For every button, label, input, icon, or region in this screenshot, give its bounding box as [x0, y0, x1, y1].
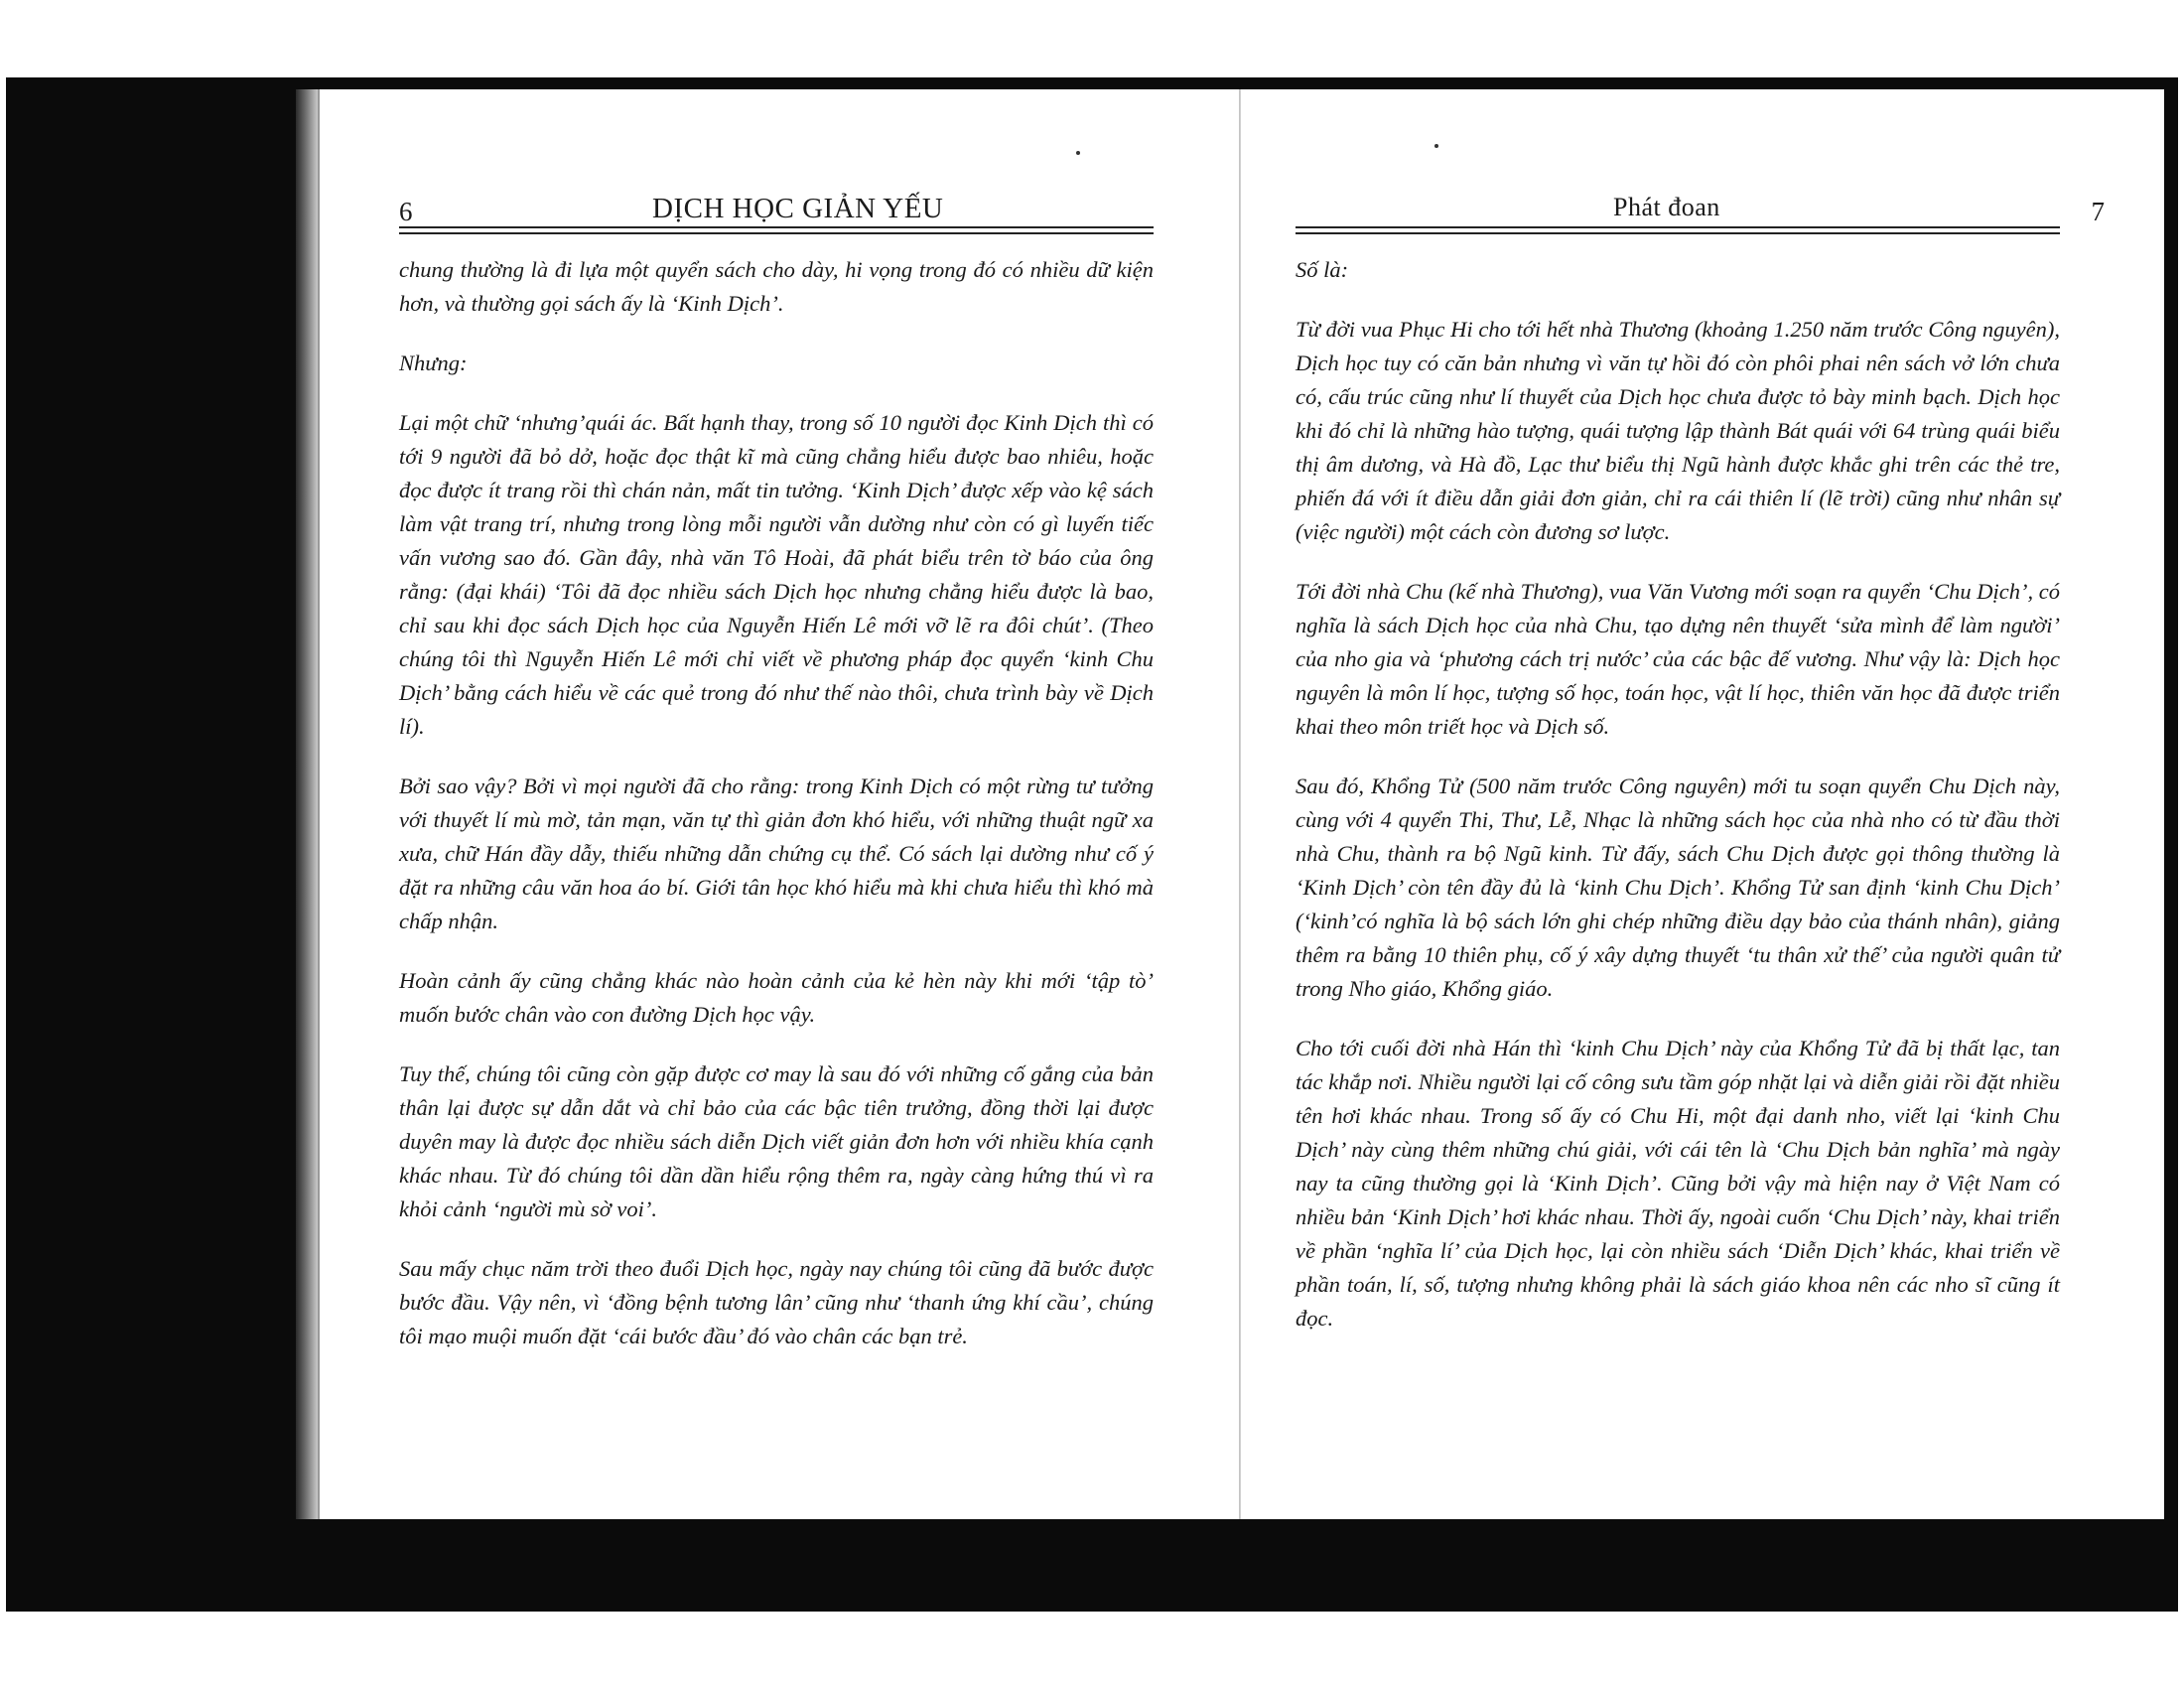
scan-speck [1434, 144, 1438, 148]
scan-speck [1076, 151, 1080, 155]
paragraph: Tới đời nhà Chu (kế nhà Thương), vua Văn Vương mới soạn ra quyển ‘Chu Dịch’, có nghĩa là sách Dịch học của nhà Chu, tạo dựng nên thuyết ‘sửa mình để làm người’ của nho gia và ‘phương cách trị nước’ của các bậc đế vương. Như vậy là: Dịch học nguyên là môn lí học, tượng số học, toán học, vật lí học, thiên văn học đã được triển khai theo môn triết học và Dịch số. [1296, 579, 2060, 739]
paragraph: Cho tới cuối đời nhà Hán thì ‘kinh Chu Dịch’ này của Khổng Tử đã bị thất lạc, tan tác khắp nơi. Nhiều người lại cố công sưu tầm góp nhặt lại và diễn giải rồi đặt nhiều tên hơi khác nhau. Trong số ấy có Chu Hi, một đại danh nho, viết lại ‘kinh Chu Dịch’ này cùng thêm những chú giải, với cái tên là ‘Chu Dịch bản nghĩa’ mà ngày nay ta cũng thường gọi là ‘Kinh Dịch’. Cũng bởi vậy mà hiện nay ở Việt Nam có nhiều bản ‘Kinh Dịch’ hơi khác nhau. Thời ấy, ngoài cuốn ‘Chu Dịch’ này, khai triển về phần ‘nghĩa lí’ của Dịch học, lại còn nhiều sách ‘Diễn Dịch’ khác, khai triển về phần toán, lí, số, tượng nhưng không phải là sách giáo khoa nên các nho sĩ cũng ít đọc. [1296, 1036, 2060, 1331]
page-number: 6 [399, 197, 413, 226]
paragraph: Nhưng: [399, 351, 468, 375]
left-page [318, 89, 1241, 1519]
open-book [278, 89, 2164, 1519]
running-title: Phát đoan [1613, 193, 1720, 221]
right-page [1241, 89, 2164, 1519]
paragraph: Tuy thế, chúng tôi cũng còn gặp được cơ may là sau đó với những cố gắng của bản thân lại được sự dẫn dắt và chỉ bảo của các bậc tiên trưởng, đồng thời lại được duyên may là được đọc nhiều sách diễn Dịch viết giản đơn hơn với nhiều khía cạnh khác nhau. Từ đó chúng tôi dần dần hiểu rộng thêm ra, ngày càng hứng thú vì ra khỏi cảnh ‘người mù sờ voi’. [399, 1061, 1154, 1221]
paragraph: Lại một chữ ‘nhưng’quái ác. Bất hạnh thay, trong số 10 người đọc Kinh Dịch thì có tới 9 người đã bỏ dở, hoặc đọc thật kĩ mà cũng chẳng hiểu được bao nhiêu, hoặc đọc được ít trang rồi thì chán nản, mất tin tưởng. ‘Kinh Dịch’ được xếp vào kệ sách làm vật trang trí, nhưng trong lòng mỗi người vẫn dường như còn có gì luyến tiếc vấn vương sao đó. Gần đây, nhà văn Tô Hoài, đã phát biểu trên tờ báo của ông rằng: (đại khái) ‘Tôi đã đọc nhiều sách Dịch học nhưng chẳng hiểu được là bao, chỉ sau khi đọc sách Dịch học của Nguyễn Hiến Lê mới vỡ lẽ ra đôi chút’. (Theo chúng tôi thì Nguyễn Hiến Lê mới chỉ viết về phương pháp đọc quyển ‘kinh Chu Dịch’ bằng cách hiểu về các quẻ trong đó như thế nào thôi, chưa trình bày về Dịch lí). [399, 410, 1154, 739]
paragraph: Sau đó, Khổng Tử (500 năm trước Công nguyên) mới tu soạn quyển Chu Dịch này, cùng với 4 quyển Thi, Thư, Lễ, Nhạc là những sách học của nhà nho có từ đầu thời nhà Chu, thành ra bộ Ngũ kinh. Từ đấy, sách Chu Dịch được gọi thông thường là ‘Kinh Dịch’ còn tên đầy đủ là ‘kinh Chu Dịch’. Khổng Tử san định ‘kinh Chu Dịch’ (‘kinh’có nghĩa là bộ sách lớn ghi chép những điều dạy bảo của thánh nhân), giảng thêm ra bằng 10 thiên phụ, cố ý xây dựng thuyết ‘tu thân xử thế’ của người quân tử trong Nho giáo, Khổng giáo. [1296, 774, 2060, 1001]
header-rule [1296, 226, 2060, 234]
book-cover-edge [296, 89, 320, 1519]
header-rule [399, 226, 1154, 234]
paragraph: Số là: [1296, 257, 1349, 282]
paragraph: Bởi sao vậy? Bởi vì mọi người đã cho rằng: trong Kinh Dịch có một rừng tư tưởng với thuyết lí mù mờ, tản mạn, văn tự thì giản đơn khó hiểu, với những thuật ngữ xa xưa, chữ Hán đầy dẫy, thiếu những dẫn chứng cụ thể. Có sách lại dường như cố ý đặt ra những câu văn hoa áo bí. Giới tân học khó hiểu mà khi chưa hiểu thì khó mà chấp nhận. [399, 774, 1154, 933]
paragraph: Từ đời vua Phục Hi cho tới hết nhà Thương (khoảng 1.250 năm trước Công nguyên), Dịch học tuy có căn bản nhưng vì văn tự hồi đó còn phôi phai nên sách vở lớn chưa có, cấu trúc cũng như lí thuyết của Dịch học chưa được tỏ bày minh bạch. Dịch học khi đó chỉ là những hào tượng, quái tượng lập thành Bát quái với 64 trùng quái biểu thị âm dương, và Hà đồ, Lạc thư biểu thị Ngũ hành được khắc ghi trên các thẻ tre, phiến đá với ít điều dẫn giải đơn giản, chỉ ra cái thiên lí (lẽ trời) cũng như nhân sự (việc người) một cách còn đương sơ lược. [1296, 317, 2060, 544]
page-number: 7 [2091, 197, 2105, 226]
paragraph: Sau mấy chục năm trời theo đuổi Dịch học, ngày nay chúng tôi cũng đã bước được bước đầu. Vậy nên, vì ‘đồng bệnh tương lân’ cũng như ‘thanh ứng khí cầu’, chúng tôi mạo muội muốn đặt ‘cái bước đầu’ đó vào chân các bạn trẻ. [399, 1256, 1154, 1348]
paragraph: chung thường là đi lựa một quyển sách cho dày, hi vọng trong đó có nhiều dữ kiện hơn, và thường gọi sách ấy là ‘Kinh Dịch’. [399, 257, 1154, 316]
left-body-text [399, 253, 1154, 1379]
paragraph: Hoàn cảnh ấy cũng chẳng khác nào hoàn cảnh của kẻ hèn này khi mới ‘tập tò’ muốn bước chân vào con đường Dịch học vậy. [399, 968, 1154, 1027]
running-title: DỊCH HỌC GIẢN YẾU [652, 193, 944, 224]
right-body-text [1296, 253, 2060, 1361]
